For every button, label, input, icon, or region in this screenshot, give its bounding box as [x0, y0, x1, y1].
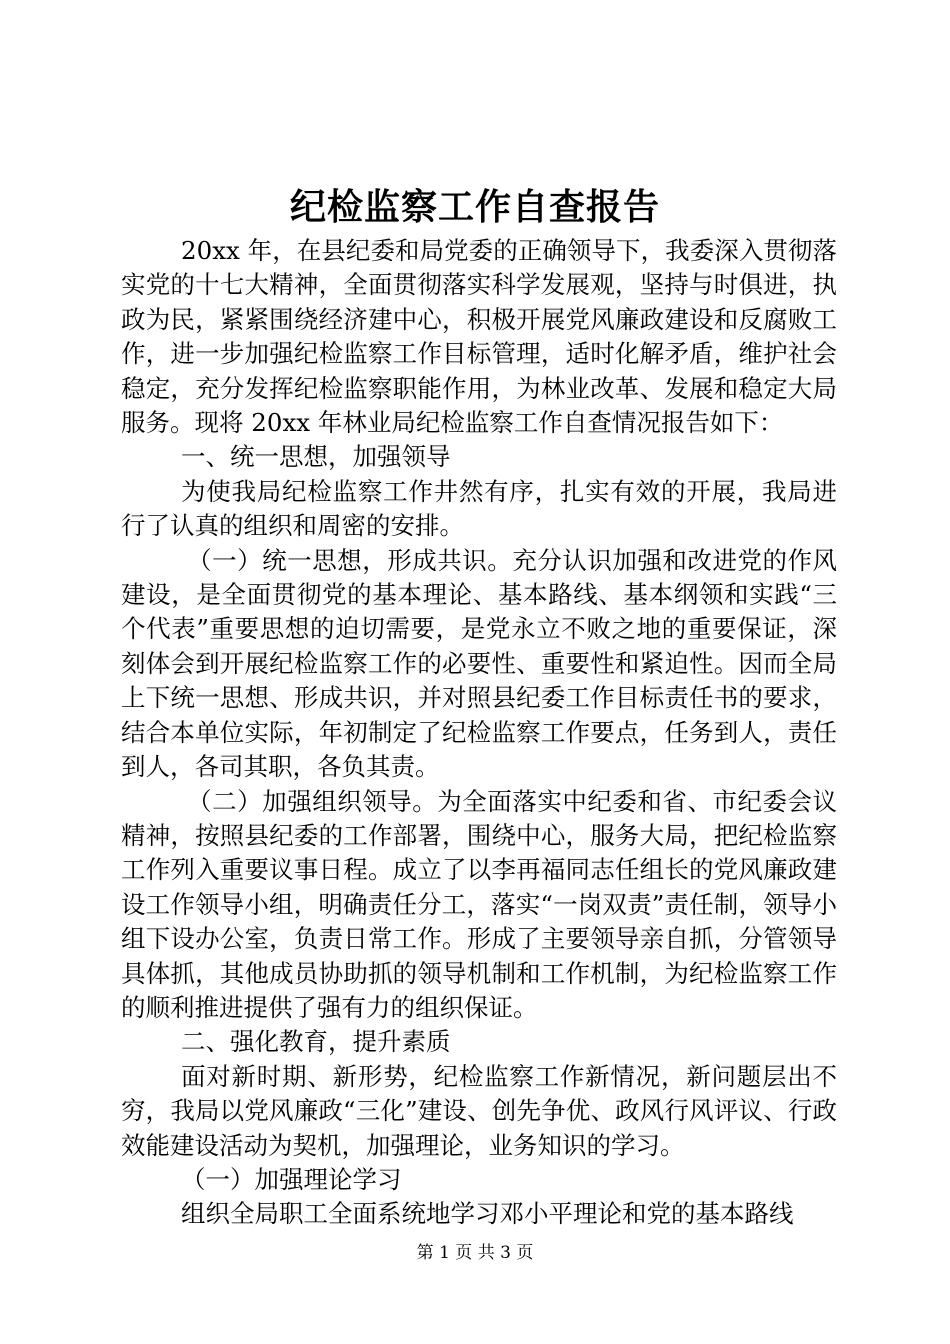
document-title: 纪检监察工作自查报告 [289, 186, 660, 228]
paragraph-intro: 20xx 年，在县纪委和局党委的正确领导下，我委深入贯彻落实党的十七大精神，全面贯彻落实科学发展观，坚持与时俱进，执政为民，紧紧围绕经济建中心，积极开展党风廉政建设和反腐败工作，进一步加强纪检监察工作目标管理，适时化解矛盾，维护社会稳定，充分发挥纪检监察职能作用，为林业改革、发展和稳定大局服务。现将 20xx 年林业局纪检监察工作自查情况报告如下： [121, 236, 837, 438]
page-indicator: 第 1 页 共 3 页 [416, 1243, 534, 1263]
paragraph-strengthen-leadership: （二）加强组织领导。为全面落实中纪委和省、市纪委会议精神，按照县纪委的工作部署，围绕中心，服务大局，把纪检监察工作列入重要议事日程。成立了以李再福同志任组长的党风廉政建设工作领导小组，明确责任分工，落实“一岗双责”责任制，领导小组下设办公室，负责日常工作。形成了主要领导亲自抓，分管领导具体抓，其他成员协助抓的领导机制和工作机制，为纪检监察工作的顺利推进提供了强有力的组织保证。 [121, 786, 837, 1022]
document-body [121, 234, 837, 1232]
section-heading-1: 一、统一思想，加强领导 [181, 442, 451, 472]
section-heading-2: 二、强化教育，提升素质 [181, 1027, 451, 1057]
paragraph-new-situation: 面对新时期、新形势，纪检监察工作新情况，新问题层出不穷，我局以党风廉政“三化”建设、创先争优、政风行风评议、行政效能建设活动为契机，加强理论，业务知识的学习。 [121, 1061, 837, 1160]
subsection-heading-theory: （一）加强理论学习 [181, 1164, 402, 1194]
paragraph-unify-thought: （一）统一思想，形成共识。充分认识加强和改进党的作风建设，是全面贯彻党的基本理论、基本路线、基本纲领和实践“三个代表”重要思想的迫切需要，是党永立不败之地的重要保证，深刻体会到开展纪检监察工作的必要性、重要性和紧迫性。因而全局上下统一思想、形成共识，并对照县纪委工作目标责任书的要求，结合本单位实际，年初制定了纪检监察工作要点，任务到人，责任到人，各司其职，各负其责。 [121, 545, 837, 782]
paragraph-study: 组织全局职工全面系统地学习邓小平理论和党的基本路线 [181, 1199, 794, 1229]
paragraph-organization: 为使我局纪检监察工作井然有序，扎实有效的开展，我局进行了认真的组织和周密的安排。 [121, 476, 837, 541]
